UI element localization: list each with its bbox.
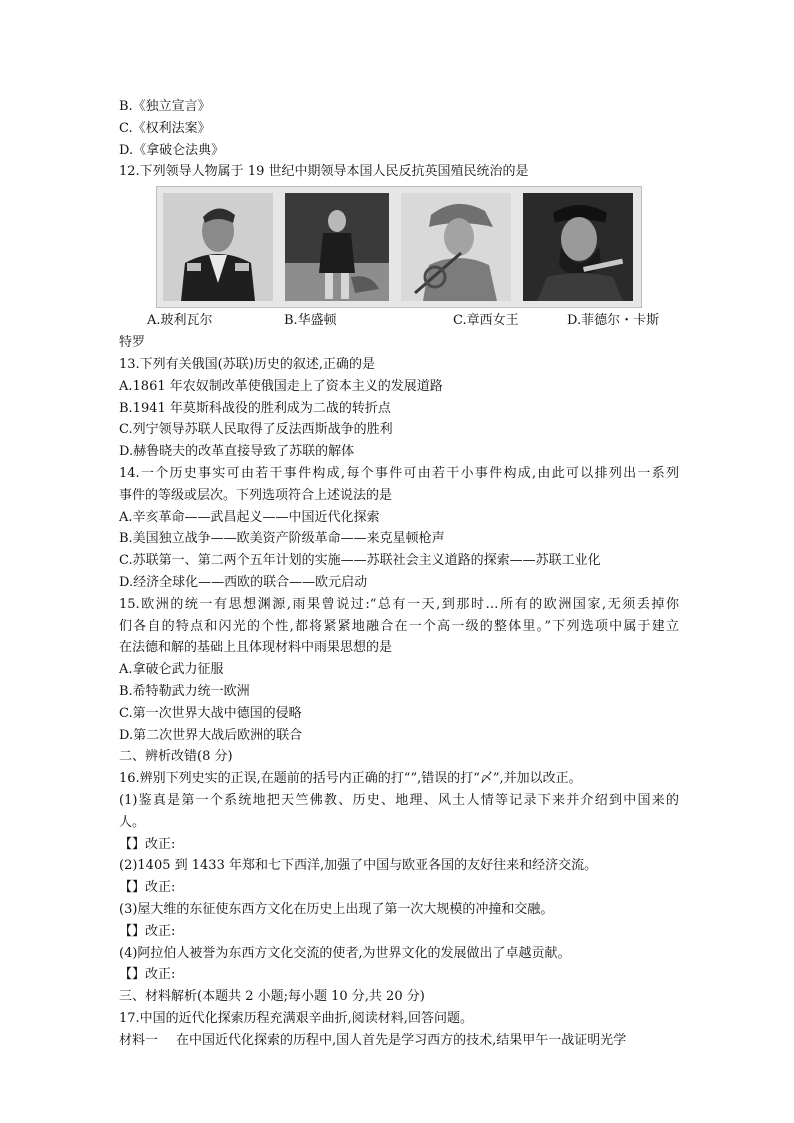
q15-stem-line2: 们各自的特点和闪光的个性,都将紧紧地融合在一个高一级的整体里。”下列选项中属于建立 bbox=[119, 618, 679, 634]
q12-stem: 12.下列领导人物属于 19 世纪中期领导本国人民反抗英国殖民统治的是 bbox=[119, 164, 529, 180]
q16-item4-line1: (4)阿拉伯人被誉为东西方文化交流的使者,为世界文化的发展做出了卓越贡献。 bbox=[119, 945, 571, 961]
fidel-castro-portrait bbox=[523, 193, 633, 301]
q12-option-a: A.玻利瓦尔 bbox=[147, 313, 213, 329]
rani-of-jhansi-portrait bbox=[401, 193, 511, 301]
exam-page bbox=[119, 96, 679, 1051]
q16-item2-line1: (2)1405 到 1433 年郑和七下西洋,加强了中国与欧亚各国的友好往来和经济交流。 bbox=[119, 858, 598, 874]
q13-stem: 13.下列有关俄国(苏联)历史的叙述,正确的是 bbox=[119, 356, 375, 372]
q16-item1-line1: (1)鉴真是第一个系统地把天竺佛教、历史、地理、风土人情等记录下来并介绍到中国来的 bbox=[119, 792, 679, 808]
q11-option-d: D.《拿破仑法典》 bbox=[119, 142, 225, 158]
q16-item3-line1: (3)屋大维的东征使东西方文化在历史上出现了第一次大规模的冲撞和交融。 bbox=[119, 901, 554, 917]
q12-option-b: B.华盛顿 bbox=[284, 313, 337, 329]
material1-text: 在中国近代化探索的历程中,国人首先是学习西方的技术,结果甲午一战证明光学 bbox=[176, 1032, 627, 1048]
q14-option-a: A.辛亥革命——武昌起义——中国近代化探索 bbox=[119, 509, 380, 525]
q15-stem-line1: 15.欧洲的统一有思想渊源,雨果曾说过:“总有一天,到那时…所有的欧洲国家,无须丢掉你 bbox=[119, 596, 679, 612]
section2-title: 二、辨析改错(8 分) bbox=[119, 749, 233, 765]
q16-item2-fix: 【】改正: bbox=[119, 880, 176, 896]
q14-option-c: C.苏联第一、第二两个五年计划的实施——苏联社会主义道路的探索——苏联工业化 bbox=[119, 553, 601, 569]
q12-portrait-strip bbox=[156, 186, 642, 308]
bolivar-portrait bbox=[163, 193, 273, 301]
q13-option-b: B.1941 年莫斯科战役的胜利成为二战的转折点 bbox=[119, 400, 391, 416]
washington-portrait bbox=[285, 193, 389, 301]
q14-option-b: B.美国独立战争——欧美资产阶级革命——来克星顿枪声 bbox=[119, 531, 445, 547]
q17-material1 bbox=[119, 1030, 679, 1052]
q16-item4-fix: 【】改正: bbox=[119, 967, 176, 983]
q15-stem-line3: 在法德和解的基础上且体现材料中雨果思想的是 bbox=[119, 640, 393, 656]
q14-stem-line1: 14.一个历史事实可由若干事件构成,每个事件可由若干小事件构成,由此可以排列出一系列 bbox=[119, 465, 679, 481]
material1-label: 材料一 bbox=[119, 1032, 159, 1048]
q13-option-a: A.1861 年农奴制改革使俄国走上了资本主义的发展道路 bbox=[119, 378, 443, 394]
q16-item1-line2: 人。 bbox=[119, 814, 146, 830]
q12-option-d: D.菲德尔・卡斯 bbox=[567, 313, 660, 329]
section3-title: 三、材料解析(本题共 2 小题;每小题 10 分,共 20 分) bbox=[119, 989, 425, 1005]
q16-item3-fix: 【】改正: bbox=[119, 923, 176, 939]
q11-option-c: C.《权利法案》 bbox=[119, 120, 211, 136]
q14-option-d: D.经济全球化——西欧的联合——欧元启动 bbox=[119, 574, 368, 590]
q11-option-b: B.《独立宣言》 bbox=[119, 99, 211, 114]
q13-option-d: D.赫鲁晓夫的改革直接导致了苏联的解体 bbox=[119, 444, 355, 460]
q17-stem: 17.中国的近代化探索历程充满艰辛曲折,阅读材料,回答问题。 bbox=[119, 1010, 473, 1026]
q15-option-a: A.拿破仑武力征服 bbox=[119, 662, 224, 678]
q13-option-c: C.列宁领导苏联人民取得了反法西斯战争的胜利 bbox=[119, 422, 393, 438]
q12-option-c: C.章西女王 bbox=[453, 313, 519, 329]
q14-stem-line2: 事件的等级或层次。下列选项符合上述说法的是 bbox=[119, 487, 393, 503]
q12-options bbox=[119, 310, 679, 332]
q16-item1-fix: 【】改正: bbox=[119, 836, 176, 852]
q15-option-b: B.希特勒武力统一欧洲 bbox=[119, 683, 250, 699]
q15-option-c: C.第一次世界大战中德国的侵略 bbox=[119, 705, 302, 721]
q15-option-d: D.第二次世界大战后欧洲的联合 bbox=[119, 727, 303, 743]
q12-option-d-tail: 特罗 bbox=[119, 335, 146, 351]
q16-stem: 16.辨别下列史实的正误,在题前的括号内正确的打“”,错误的打“〆”,并加以改正。 bbox=[119, 771, 582, 787]
